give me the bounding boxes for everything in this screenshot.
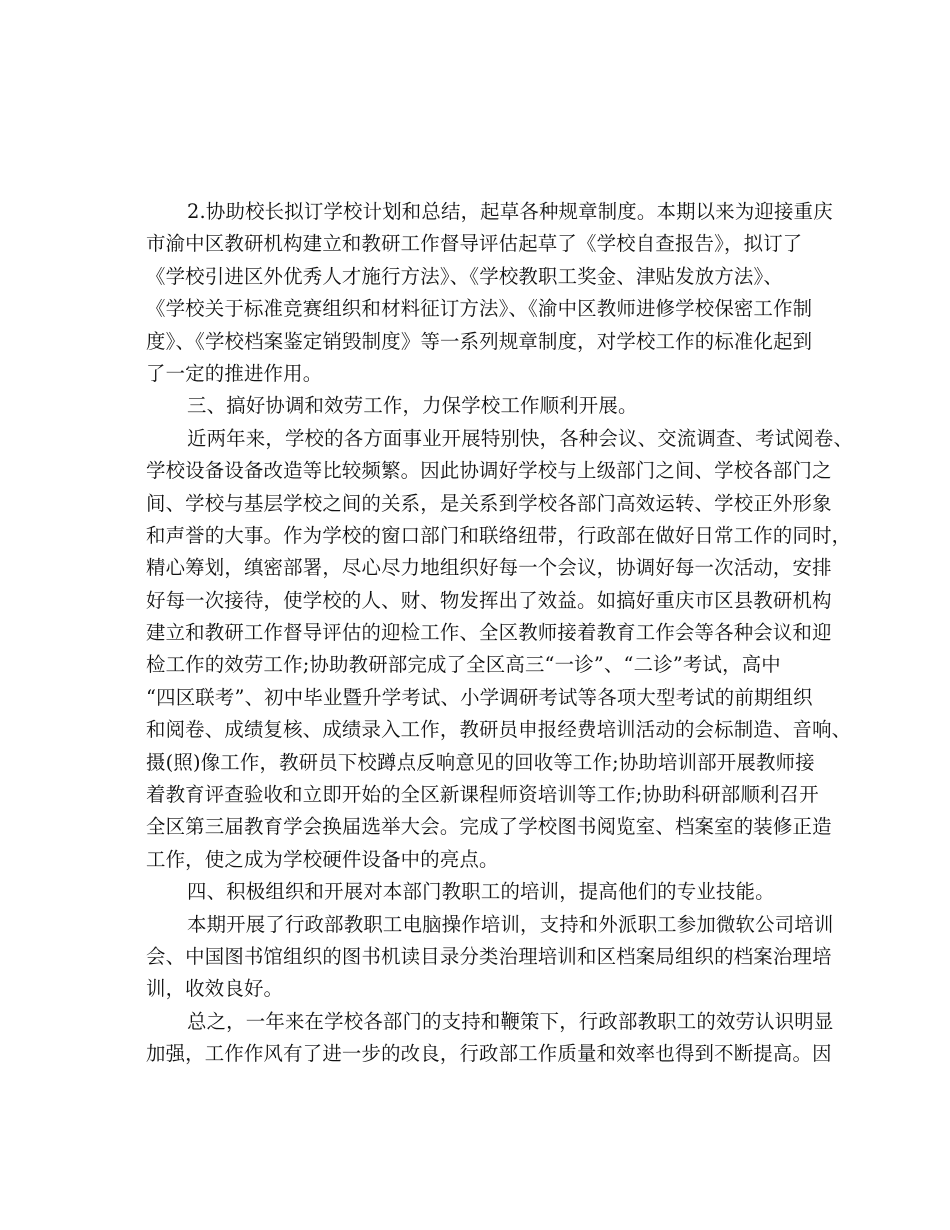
text-line: 度》、《学校档案鉴定销毁制度》等一系列规章制度，对学校工作的标准化起到 <box>146 329 813 353</box>
text-line: “四区联考”、初中毕业暨升学考试、小学调研考试等各项大型考试的前期组织 <box>146 685 813 709</box>
text-line: 检工作的效劳工作;协助教研部完成了全区高三“一诊”、“二诊”考试，高中 <box>146 653 781 677</box>
text-line: 精心筹划，缜密部署，尽心尽力地组织好每一个会议，协调好每一次活动，安排 <box>146 556 832 580</box>
text-line: 《学校关于标准竞赛组织和材料征订方法》、《渝中区教师进修学校保密工作制 <box>146 297 813 321</box>
text-line: 建立和教研工作督导评估的迎检工作、全区教师接着教育工作会等各种会议和迎 <box>146 621 832 645</box>
section-heading: 四、积极组织和开展对本部门教职工的培训，提高他们的专业技能。 <box>187 880 775 904</box>
text-line: 好每一次接待，使学校的人、财、物发挥出了效益。如搞好重庆市区县教研机构 <box>146 588 832 612</box>
text-line: 市渝中区教研机构建立和教研工作督导评估起草了《学校自查报告》，拟订了 <box>146 232 803 256</box>
text-line: 《学校引进区外优秀人才施行方法》、《学校教职工奖金、津贴发放方法》、 <box>146 264 783 288</box>
text-line: 和声誉的大事。作为学校的窗口部门和联络纽带，行政部在做好日常工作的同时， <box>146 523 852 547</box>
text-line: 着教育评查验收和立即开始的全区新课程师资培训等工作;协助科研部顺利召开 <box>146 783 819 807</box>
text-line: 和阅卷、成绩复核、成绩录入工作，教研员申报经费培训活动的会标制造、音响、 <box>146 718 852 742</box>
text-line: 间、学校与基层学校之间的关系，是关系到学校各部门高效运转、学校正外形象 <box>146 491 832 515</box>
text-line: 学校设备设备改造等比较频繁。因此协调好学校与上级部门之间、学校各部门之 <box>146 459 832 483</box>
text-line: 训，收效良好。 <box>146 977 284 1001</box>
text-line: 本期开展了行政部教职工电脑操作培训，支持和外派职工参加微软公司培训 <box>187 912 834 936</box>
text-line: 2.协助校长拟订学校计划和总结，起草各种规章制度。本期以来为迎接重庆 <box>187 200 833 223</box>
text-line: 全区第三届教育学会换届选举大会。完成了学校图书阅览室、档案室的装修正造 <box>146 815 832 839</box>
text-line: 摄(照)像工作，教研员下校蹲点反响意见的回收等工作;协助培训部开展教师接 <box>146 750 815 774</box>
text-line: 总之，一年来在学校各部门的支持和鞭策下，行政部教职工的效劳认识明显 <box>187 1009 834 1033</box>
text-line: 加强，工作作风有了进一步的改良，行政部工作质量和效率也得到不断提高。因 <box>146 1042 832 1066</box>
text-line: 了一定的推进作用。 <box>146 361 323 385</box>
text-line: 会、中国图书馆组织的图书机读目录分类治理培训和区档案局组织的档案治理培 <box>146 944 832 968</box>
text-line: 工作，使之成为学校硬件设备中的亮点。 <box>146 847 499 871</box>
document-body <box>146 196 854 1071</box>
text-line: 近两年来，学校的各方面事业开展特别快，各种会议、交流调查、考试阅卷、 <box>187 426 854 450</box>
section-heading: 三、搞好协调和效劳工作，力保学校工作顺利开展。 <box>187 394 638 418</box>
